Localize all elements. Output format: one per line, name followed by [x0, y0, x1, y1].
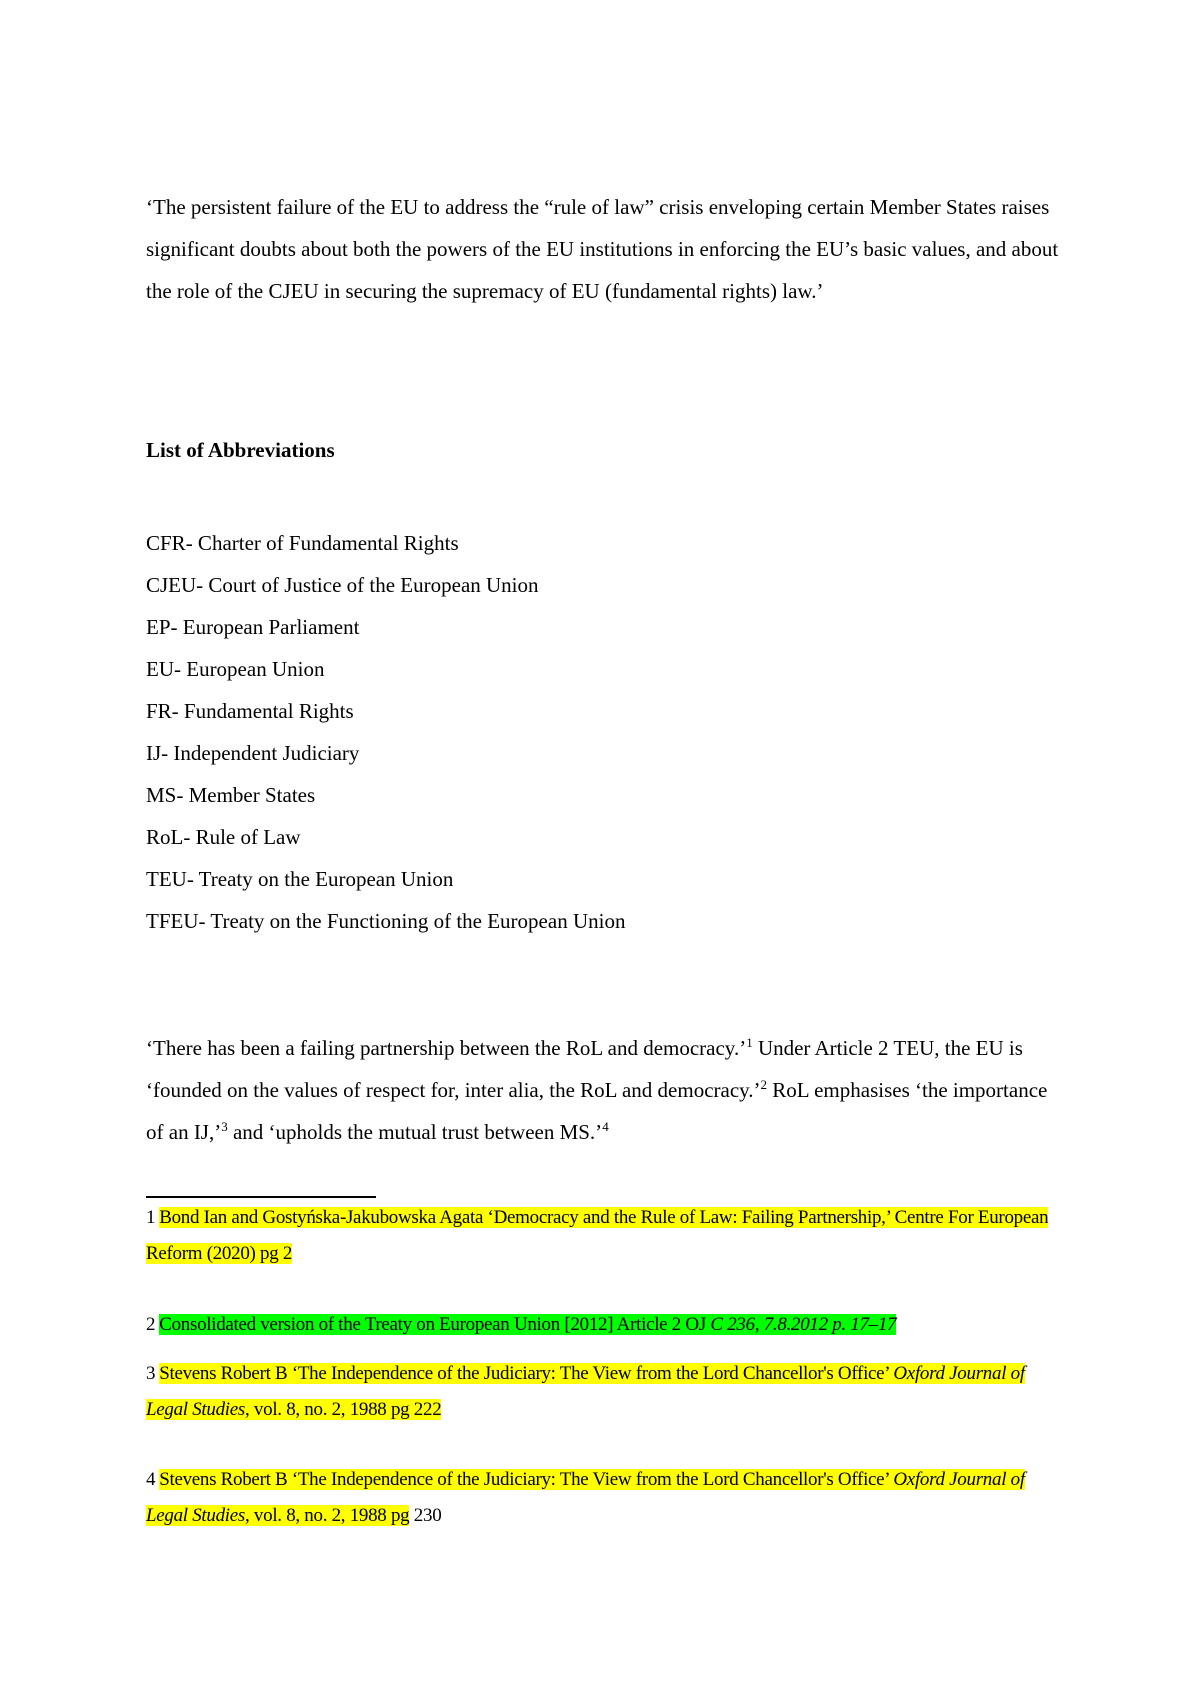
footnote-page-number: 230	[409, 1505, 442, 1526]
body-paragraph	[146, 1027, 1066, 1153]
abbreviation-item: CFR- Charter of Fundamental Rights	[146, 531, 459, 555]
abbreviations-heading: List of Abbreviations	[146, 438, 335, 462]
footnote-ref-3[interactable]: 3	[221, 1119, 228, 1134]
footnote-1	[146, 1200, 1066, 1272]
footnote-ref-4[interactable]: 4	[602, 1119, 609, 1134]
footnote-2	[146, 1307, 1066, 1343]
paragraph-sentence-1: ‘There has been a failing partnership between the RoL and democracy.’	[146, 1036, 747, 1060]
abbreviation-item: EU- European Union	[146, 657, 325, 681]
footnote-number: 3	[146, 1363, 156, 1384]
abbreviation-item: TEU- Treaty on the European Union	[146, 867, 454, 891]
abbreviations-list	[146, 522, 625, 942]
footnote-text-highlighted	[159, 1314, 896, 1335]
footnote-journal-title: Oxford Journal of Legal Studies	[146, 1363, 1025, 1420]
footnote-text: Consolidated version of the Treaty on European Union [2012] Article 2 OJ	[159, 1314, 711, 1335]
footnote-text: Bond Ian and Gostyńska-Jakubowska Agata ‘Democracy and the Rule of Law: Failing Partnership,’ Centre For European Reform (2020) pg 2	[146, 1207, 1049, 1264]
footnote-text-highlighted	[146, 1363, 1025, 1420]
abbreviation-item: RoL- Rule of Law	[146, 825, 301, 849]
abbreviation-item: FR- Fundamental Rights	[146, 699, 354, 723]
abbreviation-item: MS- Member States	[146, 783, 316, 807]
footnote-tail: , vol. 8, no. 2, 1988 pg	[245, 1505, 410, 1526]
footnote-ref-1[interactable]: 1	[746, 1035, 753, 1050]
footnote-3	[146, 1356, 1066, 1428]
abbreviation-item: CJEU- Court of Justice of the European Union	[146, 573, 539, 597]
footnote-ref-2[interactable]: 2	[760, 1077, 768, 1092]
footnote-text: Stevens Robert B ‘The Independence of the Judiciary: The View from the Lord Chancellor's Office’	[159, 1363, 894, 1384]
abbreviation-item: EP- European Parliament	[146, 615, 360, 639]
footnote-number: 2	[146, 1314, 156, 1335]
paragraph-sentence-3: RoL emphasises ‘the importance of an IJ,’	[146, 1078, 1048, 1144]
paragraph-sentence-4: and ‘upholds the mutual trust between MS.’	[227, 1120, 603, 1144]
paragraph-sentence-2: Under Article 2 TEU, the EU is ‘founded on the values of respect for, inter alia, the RoL and democracy.’	[146, 1036, 1023, 1102]
footnote-journal-title: Oxford Journal of Legal Studies	[146, 1469, 1025, 1526]
footnote-tail: , vol. 8, no. 2, 1988 pg 222	[245, 1399, 442, 1420]
abbreviation-item: IJ- Independent Judiciary	[146, 741, 360, 765]
footnote-4	[146, 1462, 1066, 1534]
footnote-text-highlighted	[146, 1469, 1025, 1526]
footnote-number: 4	[146, 1469, 156, 1490]
opening-quote: ‘The persistent failure of the EU to address the “rule of law” crisis enveloping certain Member States raises significant doubts about both the powers of the EU institutions in enforcing the EU’s basic values, and about the role of the CJEU in securing the supremacy of EU (fundamental rights) law.’	[146, 195, 1059, 303]
footnote-separator	[146, 1196, 376, 1198]
abbreviation-item: TFEU- Treaty on the Functioning of the European Union	[146, 909, 626, 933]
footnote-number: 1	[146, 1207, 156, 1228]
footnote-text: Stevens Robert B ‘The Independence of the Judiciary: The View from the Lord Chancellor's Office’	[159, 1469, 894, 1490]
footnote-italic-citation: C 236, 7.8.2012 p. 17–17	[710, 1314, 897, 1335]
